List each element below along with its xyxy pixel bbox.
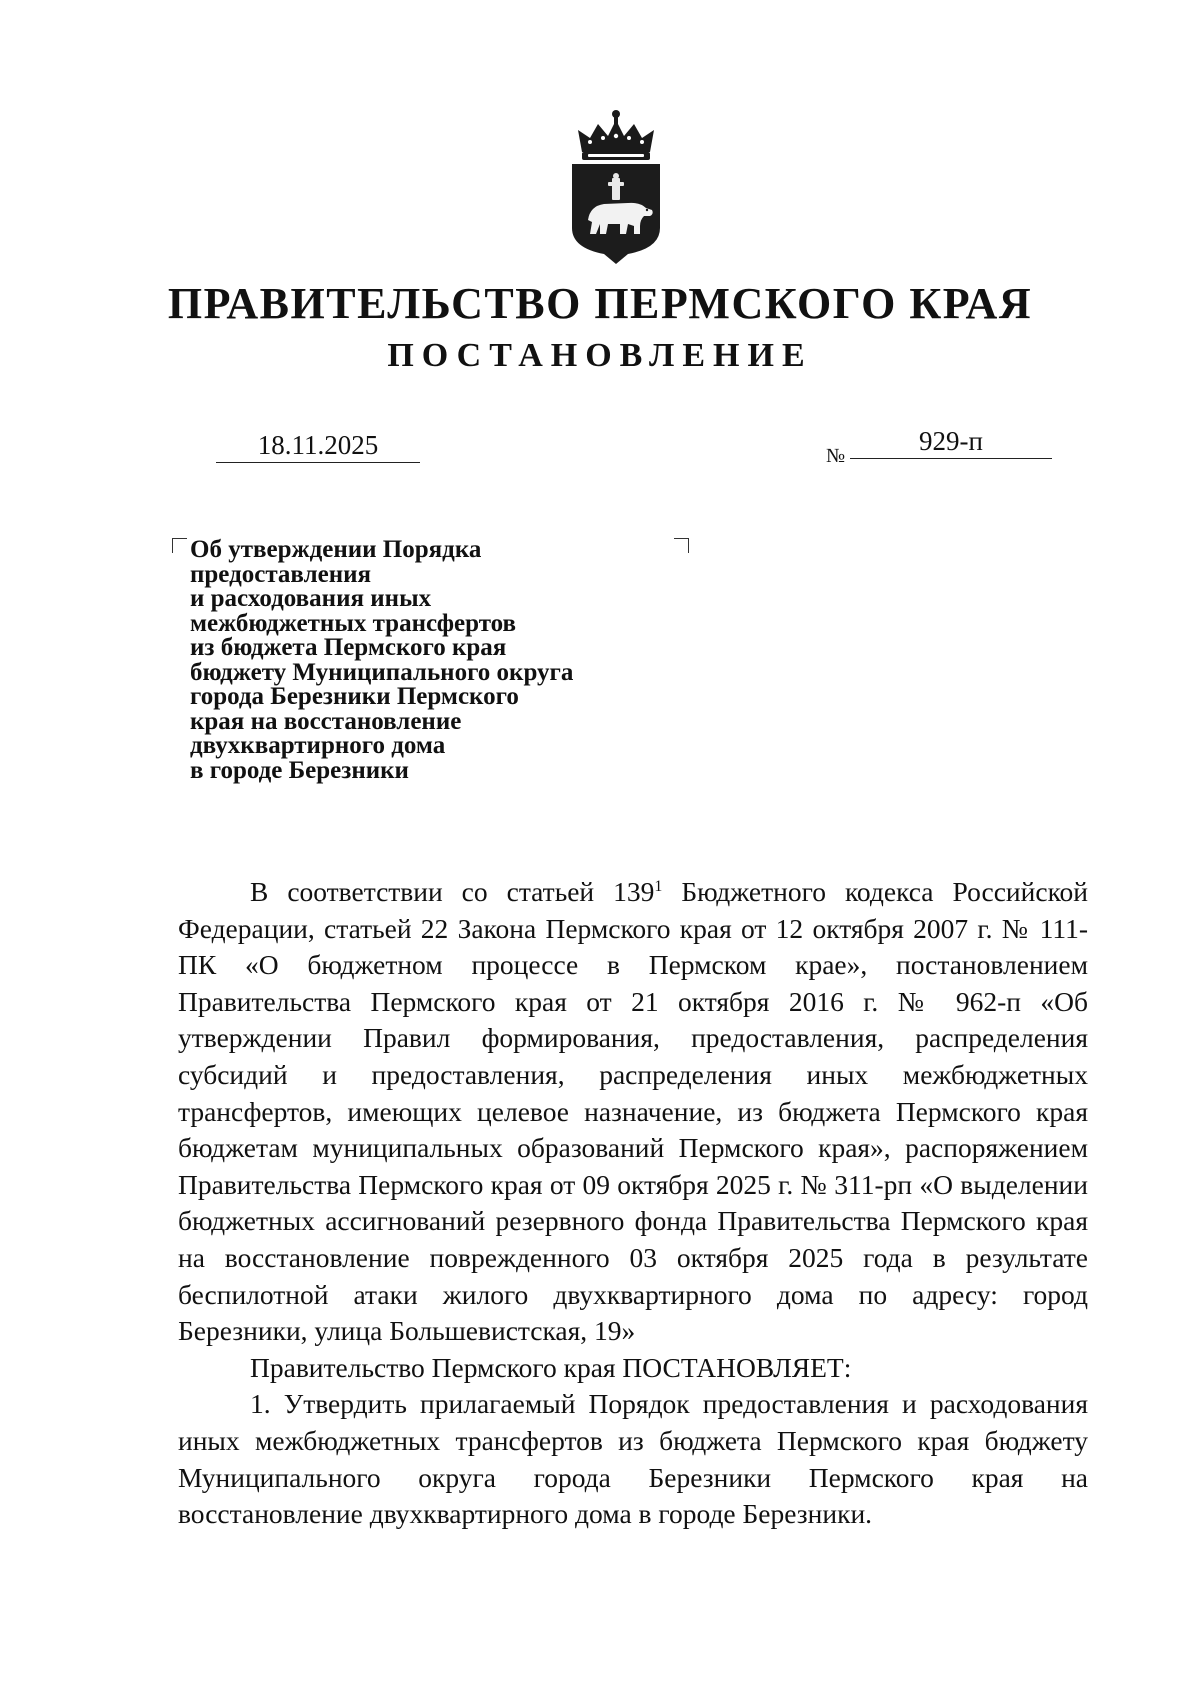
document-number: 929-п	[850, 424, 1052, 459]
subject-line: предоставления	[190, 560, 372, 588]
subject-line: из бюджета Пермского края	[190, 634, 507, 661]
number-sign: №	[826, 445, 846, 467]
document-type: ПОСТАНОВЛЕНИЕ	[387, 337, 813, 374]
document-date: 18.11.2025	[216, 428, 420, 463]
preamble-rest: Бюджетного кодекса Российской Федерации, статьей 22 Закона Пермского края от 12 октября 2007 г. № 111-ПК «О бюджетном процессе в Пермском крае», постановлением Правительства Пермского края от 21 октября 2016 г. № 962-п «Об утверждении Правил формирования, предоставления, распределения субсидий и предоставления, распределения иных межбюджетных трансфертов, имеющих целевое назначение, из бюджета Пермского края бюджетам муниципальных образований Пермского края», распоряжением Правительства Пермского края от 09 октября 2025 г. № 311-рп «О выделении бюджетных ассигнований резервного фонда Правительства Пермского края на восстановление поврежденного 03 октября 2025 года в результате беспилотной атаки жилого двухквартирного дома по адресу: город Березники, улица Большевистская, 19»	[178, 876, 1088, 1347]
subject-line: двухквартирного дома	[190, 732, 446, 759]
subject-line: и расходования иных	[190, 585, 432, 612]
government-name: ПРАВИТЕЛЬСТВО ПЕРМСКОГО КРАЯ	[167, 279, 1033, 328]
body-paragraph-preamble	[178, 874, 1088, 1350]
document-body	[178, 874, 1088, 1533]
subject-line: в городе Березники	[190, 756, 409, 784]
document-subject	[190, 538, 660, 783]
subject-bracket-right	[674, 538, 689, 553]
subject-line: Об утверждении Порядка	[190, 536, 482, 563]
article-superscript: 1	[654, 877, 663, 895]
perm-krai-coat-of-arms-icon	[568, 108, 664, 264]
subject-line: бюджету Муниципального округа	[190, 658, 574, 686]
subject-bracket-left	[172, 538, 187, 553]
subject-line: края на восстановление	[190, 707, 462, 735]
subject-line: города Березники Пермского	[190, 683, 519, 710]
preamble-start: В соответствии со статьей 139	[250, 876, 655, 907]
body-paragraph-resolves: Правительство Пермского края ПОСТАНОВЛЯЕТ:	[250, 1351, 852, 1383]
body-paragraph-item-1: 1. Утвердить прилагаемый Порядок предоставления и расходования иных межбюджетных трансфертов из бюджета Пермского края бюджету Муниципального округа города Березники Пермского края на восстановление двухквартирного дома в городе Березники.	[178, 1388, 1088, 1530]
subject-line: межбюджетных трансфертов	[190, 609, 517, 637]
